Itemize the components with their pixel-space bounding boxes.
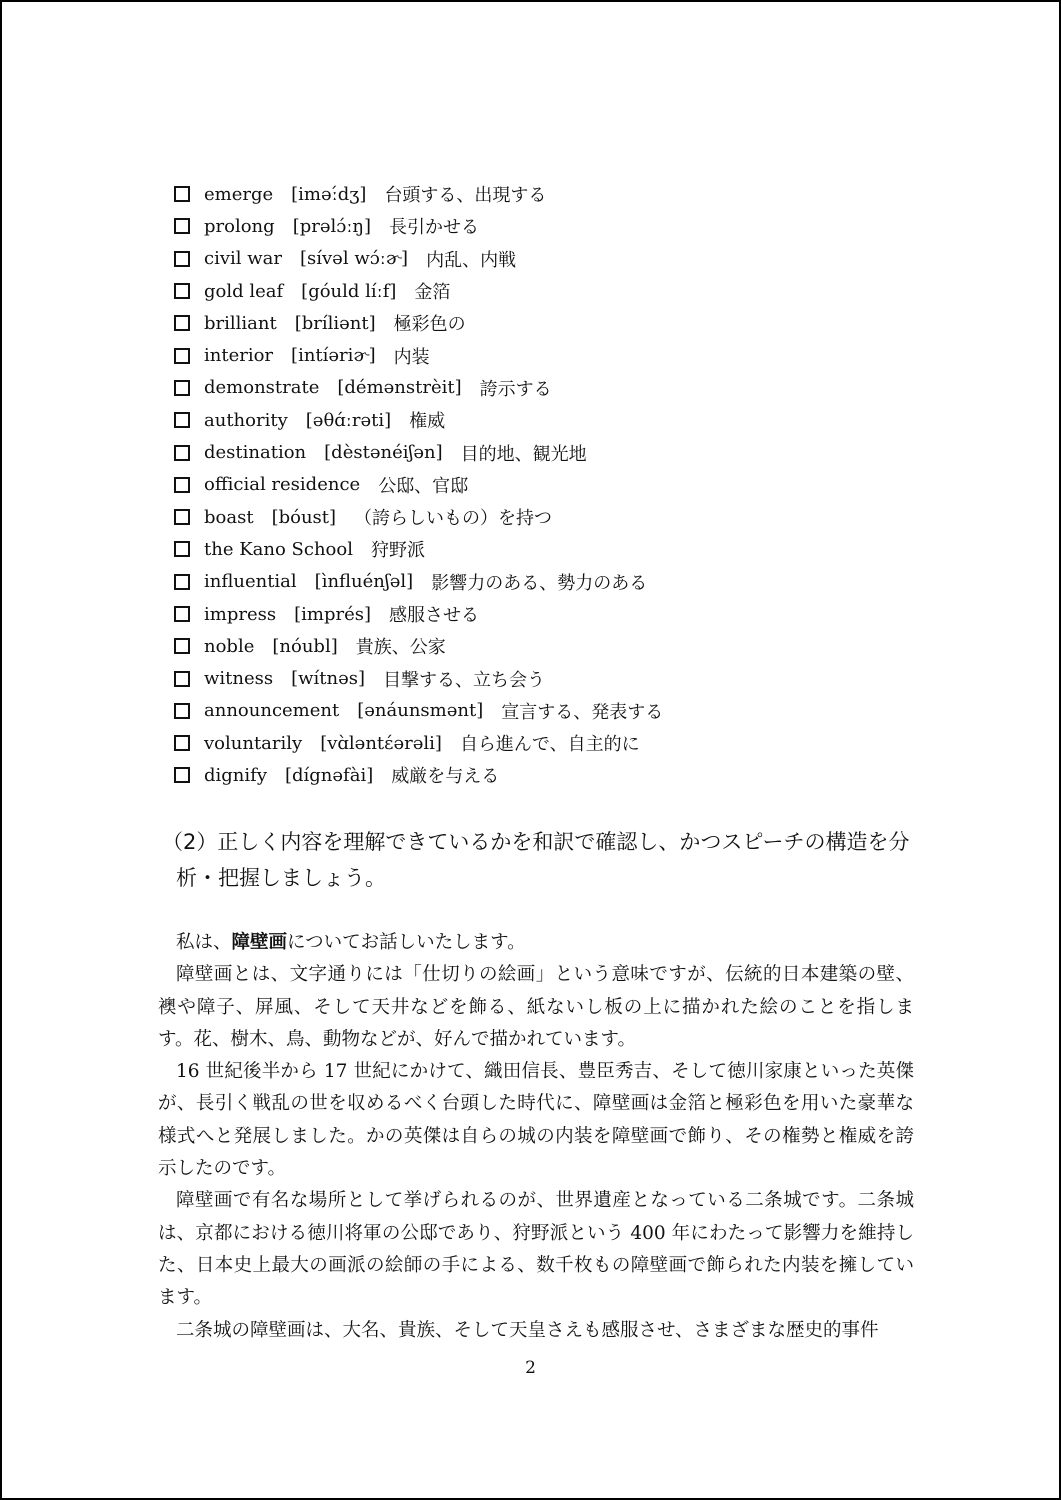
checkbox-icon[interactable] <box>174 574 190 590</box>
vocab-meaning: 内装 <box>393 346 430 368</box>
checkbox-icon[interactable] <box>174 348 190 364</box>
vocab-pronunciation: [iməː́dʒ] <box>291 183 367 205</box>
vocab-meaning: 権威 <box>409 411 446 433</box>
vocab-item <box>174 210 663 242</box>
vocab-pronunciation: [ìnfluénʃəl] <box>314 571 414 593</box>
vocab-item <box>174 501 663 533</box>
vocab-item <box>174 275 663 307</box>
paragraph-4: 障壁画で有名な場所として挙げられるのが、世界遺産となっている二条城です。二条城は、京都における徳川将軍の公邸であり、狩野派という 400 年にわたって影響力を維持した、日本史上最大の画派の絵師の手による、数千枚もの障壁画で飾られた内装を擁しています。 <box>158 1190 914 1309</box>
paragraph-1 <box>158 927 914 959</box>
vocab-term: interior <box>204 345 274 367</box>
vocab-item <box>174 598 663 630</box>
vocab-item <box>174 759 663 791</box>
checkbox-icon[interactable] <box>174 445 190 461</box>
paragraph-2: 障壁画とは、文字通りには「仕切りの絵画」という意味ですが、伝統的日本建築の壁、襖や障子、屏風、そして天井などを飾る、紙ないし板の上に描かれた絵のことを指します。花、樹木、鳥、動物などが、好んで描かれています。 <box>158 964 914 1050</box>
vocab-pronunciation: [imprés] <box>294 603 371 625</box>
vocab-term: destination <box>204 442 307 464</box>
vocab-item <box>174 339 663 371</box>
heading-line-1: （2）正しく内容を理解できているかを和訳で確認し、かつスピーチの構造を分 <box>162 830 910 854</box>
vocab-meaning: 極彩色の <box>393 314 466 336</box>
vocab-pronunciation: [démənstrèit] <box>337 377 462 399</box>
vocab-item <box>174 307 663 339</box>
vocab-meaning: 誇示する <box>479 378 552 400</box>
vocab-meaning: 金箔 <box>414 282 451 304</box>
checkbox-icon[interactable] <box>174 541 190 557</box>
checkbox-icon[interactable] <box>174 606 190 622</box>
vocab-term: noble <box>204 635 255 657</box>
vocab-meaning: 目撃する、立ち会う <box>383 669 546 691</box>
checkbox-icon[interactable] <box>174 251 190 267</box>
vocab-meaning: （誇らしいもの）を持つ <box>354 508 553 530</box>
checkbox-icon[interactable] <box>174 218 190 234</box>
checkbox-icon[interactable] <box>174 671 190 687</box>
vocab-item <box>174 469 663 501</box>
vocab-term: official residence <box>204 474 361 496</box>
vocab-meaning: 目的地、観光地 <box>460 443 587 465</box>
vocab-pronunciation: [bríliənt] <box>294 312 376 334</box>
checkbox-icon[interactable] <box>174 186 190 202</box>
vocab-term: authority <box>204 409 288 431</box>
vocab-meaning: 長引かせる <box>389 217 480 239</box>
vocab-term: the Kano School <box>204 538 353 560</box>
vocab-item <box>174 727 663 759</box>
vocab-term: announcement <box>204 700 340 722</box>
vocab-item <box>174 533 663 565</box>
vocab-pronunciation: [wítnəs] <box>291 668 366 690</box>
vocab-term: dignify <box>204 764 267 786</box>
vocab-term: witness <box>204 668 274 690</box>
vocab-meaning: 感服させる <box>388 605 479 626</box>
vocab-pronunciation: [intíəriɚ] <box>291 345 376 367</box>
vocab-meaning: 公邸、官邸 <box>378 475 469 497</box>
checkbox-icon[interactable] <box>174 380 190 396</box>
vocab-term: brilliant <box>204 312 277 334</box>
vocab-item <box>174 630 663 662</box>
vocab-item <box>174 662 663 694</box>
vocab-pronunciation: [nóubl] <box>272 635 338 657</box>
vocab-term: demonstrate <box>204 377 320 399</box>
vocab-pronunciation: [vɑ̀ləntέərəli] <box>320 732 442 754</box>
vocab-pronunciation: [góuld líːf] <box>301 280 397 302</box>
vocab-item <box>174 178 663 210</box>
checkbox-icon[interactable] <box>174 767 190 783</box>
vocabulary-list <box>174 178 663 792</box>
section-heading <box>162 824 922 896</box>
vocab-pronunciation: [bóust] <box>271 506 337 528</box>
checkbox-icon[interactable] <box>174 735 190 751</box>
vocab-meaning: 宣言する、発表する <box>501 701 664 723</box>
vocab-pronunciation: [dèstənéiʃən] <box>324 442 443 464</box>
vocab-pronunciation: [ənáunsmənt] <box>357 700 484 722</box>
vocab-item <box>174 243 663 275</box>
vocab-pronunciation: [əθɑ́ːrəti] <box>305 409 392 431</box>
heading-line-2: 析・把握しましょう。 <box>176 866 386 890</box>
checkbox-icon[interactable] <box>174 638 190 654</box>
paragraph-1-intro: 私は、 <box>176 932 232 953</box>
vocab-term: boast <box>204 506 254 528</box>
checkbox-icon[interactable] <box>174 509 190 525</box>
paragraph-1-rest: についてお話しいたします。 <box>287 932 526 953</box>
checkbox-icon[interactable] <box>174 477 190 493</box>
vocab-term: civil war <box>204 248 282 270</box>
vocab-meaning: 威厳を与える <box>391 766 500 788</box>
page-number: 2 <box>525 1358 536 1378</box>
checkbox-icon[interactable] <box>174 315 190 331</box>
vocab-term: prolong <box>204 215 275 237</box>
keyword-shohekiga: 障壁画 <box>231 932 288 953</box>
vocab-item <box>174 566 663 598</box>
checkbox-icon[interactable] <box>174 283 190 299</box>
vocab-meaning: 影響力のある、勢力のある <box>431 572 648 594</box>
vocab-term: influential <box>204 571 297 593</box>
vocab-item <box>174 372 663 404</box>
vocab-meaning: 貴族、公家 <box>355 637 446 659</box>
paragraph-5: 二条城の障壁画は、大名、貴族、そして天皇さえも感服させ、さまざまな歴史的事件 <box>176 1319 879 1341</box>
vocab-pronunciation: [dígnəfài] <box>284 764 374 786</box>
vocab-pronunciation: [prəlɔ́ːŋ] <box>292 215 372 237</box>
vocab-term: gold leaf <box>204 280 284 302</box>
vocab-term: voluntarily <box>204 732 303 754</box>
vocab-item <box>174 695 663 727</box>
vocab-term: emerge <box>204 183 274 205</box>
vocab-meaning: 内乱、内戦 <box>426 249 517 271</box>
checkbox-icon[interactable] <box>174 703 190 719</box>
vocab-meaning: 自ら進んで、自主的に <box>459 734 640 756</box>
vocab-item <box>174 404 663 436</box>
translation-body <box>158 927 914 1347</box>
checkbox-icon[interactable] <box>174 412 190 428</box>
vocab-term: impress <box>204 603 277 625</box>
vocab-meaning: 台頭する、出現する <box>384 185 547 207</box>
vocab-item <box>174 436 663 468</box>
paragraph-3: 16 世紀後半から 17 世紀にかけて、織田信長、豊臣秀吉、そして徳川家康といった英傑が、長引く戦乱の世を収めるべく台頭した時代に、障壁画は金箔と極彩色を用いた豪華な様式へと発展しました。かの英傑は自らの城の内装を障壁画で飾り、その権勢と権威を誇示したのです。 <box>158 1061 914 1180</box>
vocab-meaning: 狩野派 <box>370 540 425 562</box>
vocab-pronunciation: [sívəl wɔ́ːɚ] <box>300 248 409 270</box>
